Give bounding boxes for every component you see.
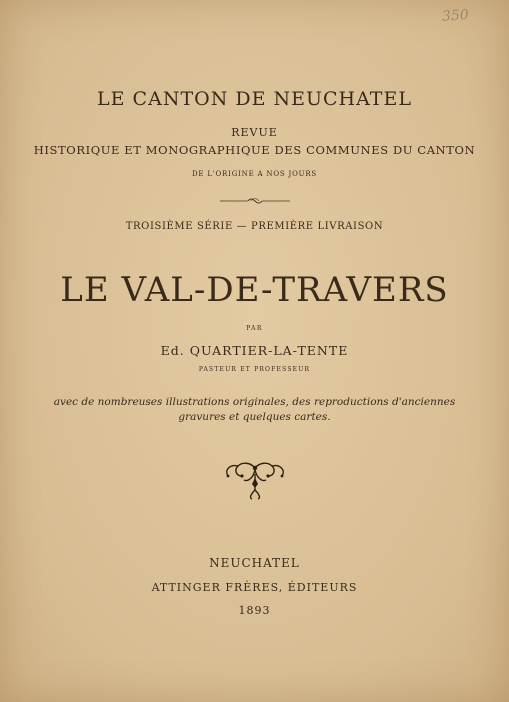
main-title: LE VAL-DE-TRAVERS [60,270,449,310]
description [0,395,509,425]
imprint-year: 1893 [238,604,271,617]
author-role: PASTEUR ET PROFESSEUR [198,366,311,373]
series-info: TROISIÈME SÉRIE — PREMIÈRE LIVRAISON [125,221,384,232]
fleuron-ornament-icon [0,460,509,500]
description-line-1: avec de nombreuses illustrations originales, des reproductions d'anciennes [53,396,456,408]
revue-label: REVUE [231,126,278,139]
pencil-annotation: 350 [441,7,470,25]
divider-ornament-icon [0,192,509,204]
author-name: Ed. QUARTIER-LA-TENTE [160,343,349,358]
imprint-city: NEUCHATEL [209,556,300,570]
series-title: LE CANTON DE NEUCHATEL [97,88,412,110]
period-line: DE L'ORIGINE A NOS JOURS [192,170,317,178]
description-line-2: gravures et quelques cartes. [178,411,331,423]
imprint-publisher: ATTINGER FRÈRES, ÉDITEURS [151,581,358,594]
par-label: PAR [246,325,263,332]
revue-subtitle: HISTORIQUE ET MONOGRAPHIQUE DES COMMUNES DU CANTON [33,143,476,157]
